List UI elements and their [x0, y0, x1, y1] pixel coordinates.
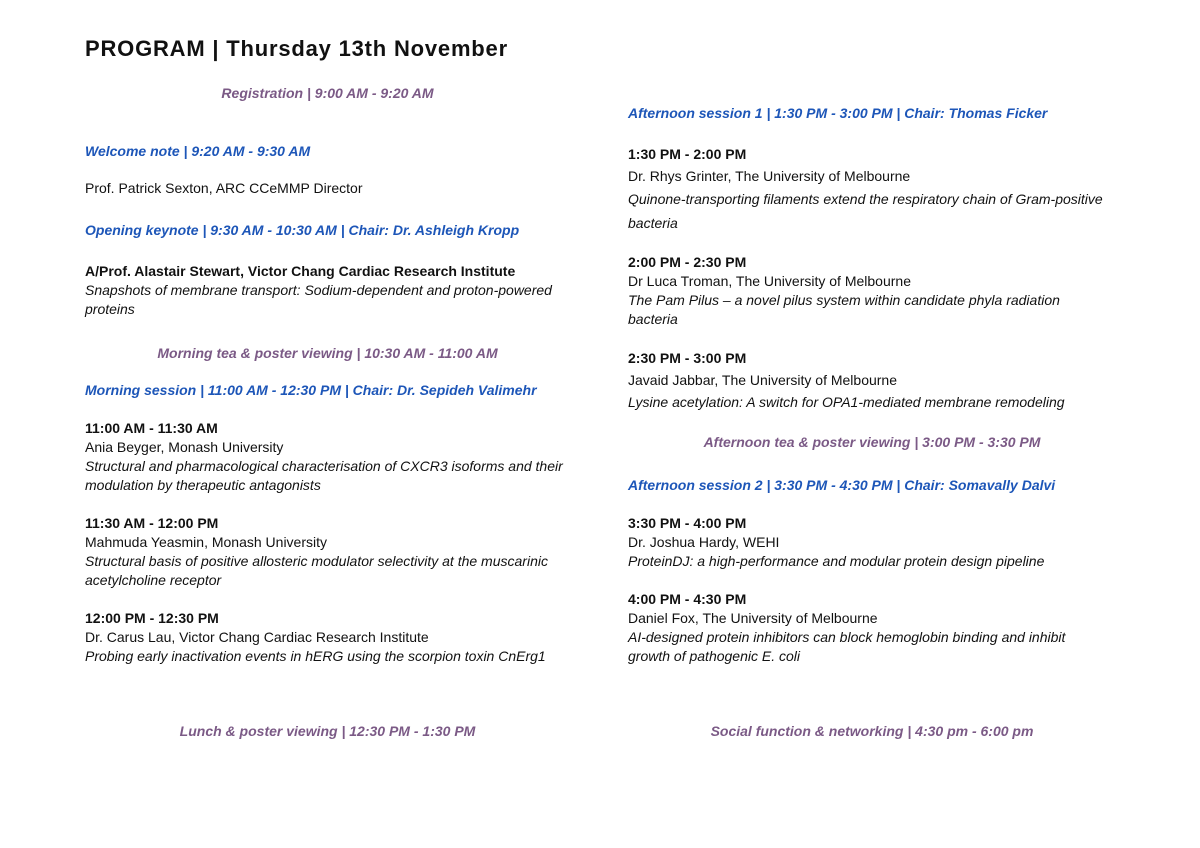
- talk-title: Lysine acetylation: A switch for OPA1-mediated membrane remodeling: [628, 394, 1065, 410]
- page-title: PROGRAM | Thursday 13th November: [85, 36, 508, 61]
- lunch-break: Lunch & poster viewing | 12:30 PM - 1:30 PM: [179, 723, 476, 739]
- talk-time: 3:30 PM - 4:00 PM: [628, 515, 747, 531]
- talk-title: Structural basis of positive allosteric modulator selectivity at the muscarinic acetylcholine receptor: [85, 553, 548, 588]
- talk-time: 1:30 PM - 2:00 PM: [628, 146, 747, 162]
- keynote-title: Snapshots of membrane transport: Sodium-dependent and proton-powered proteins: [85, 282, 552, 317]
- talk-time: 11:30 AM - 12:00 PM: [85, 515, 219, 531]
- talk-speaker: Dr. Rhys Grinter, The University of Melbourne: [628, 168, 911, 184]
- talk-title: Structural and pharmacological characterisation of CXCR3 isoforms and their modulation by therapeutic antagonists: [85, 458, 563, 493]
- talk-time: 2:00 PM - 2:30 PM: [628, 254, 747, 270]
- talk-speaker: Mahmuda Yeasmin, Monash University: [85, 534, 328, 550]
- talk-time: 2:30 PM - 3:00 PM: [628, 350, 747, 366]
- talk-title: Quinone-transporting filaments extend the respiratory chain of Gram-positive bacteria: [628, 191, 1103, 231]
- welcome-session-header: Welcome note | 9:20 AM - 9:30 AM: [85, 143, 311, 159]
- talk-speaker: Dr. Carus Lau, Victor Chang Cardiac Research Institute: [85, 629, 429, 645]
- talk-item: [628, 143, 1128, 235]
- registration-break: Registration | 9:00 AM - 9:20 AM: [221, 85, 434, 101]
- talk-item: [628, 347, 1128, 413]
- talk-item: [85, 419, 575, 495]
- keynote-speaker: A/Prof. Alastair Stewart, Victor Chang Cardiac Research Institute: [85, 263, 516, 279]
- talk-item: [628, 514, 1128, 571]
- talk-speaker: Dr Luca Troman, The University of Melbourne: [628, 273, 911, 289]
- talk-time: 12:00 PM - 12:30 PM: [85, 610, 219, 626]
- talk-item: [85, 514, 575, 590]
- talk-item: [628, 253, 1128, 329]
- social-function-break: Social function & networking | 4:30 pm - 6:00 pm: [710, 723, 1034, 739]
- talk-title: Probing early inactivation events in hERG using the scorpion toxin CnErg1: [85, 648, 546, 664]
- afternoon-session-1-header: Afternoon session 1 | 1:30 PM - 3:00 PM | Chair: Thomas Ficker: [628, 105, 1048, 121]
- talk-item: [85, 609, 575, 666]
- afternoon-session-2-header: Afternoon session 2 | 3:30 PM - 4:30 PM | Chair: Somavally Dalvi: [628, 477, 1056, 493]
- talk-title: AI-designed protein inhibitors can block hemoglobin binding and inhibit growth of pathogenic E. coli: [628, 629, 1066, 664]
- afternoon-tea-break: Afternoon tea & poster viewing | 3:00 PM - 3:30 PM: [703, 434, 1041, 450]
- talk-title: ProteinDJ: a high-performance and modular protein design pipeline: [628, 553, 1045, 569]
- talk-speaker: Dr. Joshua Hardy, WEHI: [628, 534, 780, 550]
- keynote-talk: [85, 262, 575, 319]
- talk-item: [628, 590, 1128, 666]
- talk-title: The Pam Pilus – a novel pilus system within candidate phyla radiation bacteria: [628, 292, 1060, 327]
- morning-session-header: Morning session | 11:00 AM - 12:30 PM | Chair: Dr. Sepideh Valimehr: [85, 382, 537, 398]
- talk-speaker: Daniel Fox, The University of Melbourne: [628, 610, 878, 626]
- talk-speaker: Ania Beyger, Monash University: [85, 439, 284, 455]
- morning-tea-break: Morning tea & poster viewing | 10:30 AM - 11:00 AM: [157, 345, 498, 361]
- talk-speaker: Javaid Jabbar, The University of Melbourne: [628, 372, 897, 388]
- talk-time: 4:00 PM - 4:30 PM: [628, 591, 747, 607]
- keynote-session-header: Opening keynote | 9:30 AM - 10:30 AM | Chair: Dr. Ashleigh Kropp: [85, 222, 520, 238]
- welcome-speaker: Prof. Patrick Sexton, ARC CCeMMP Director: [85, 180, 363, 196]
- talk-time: 11:00 AM - 11:30 AM: [85, 420, 218, 436]
